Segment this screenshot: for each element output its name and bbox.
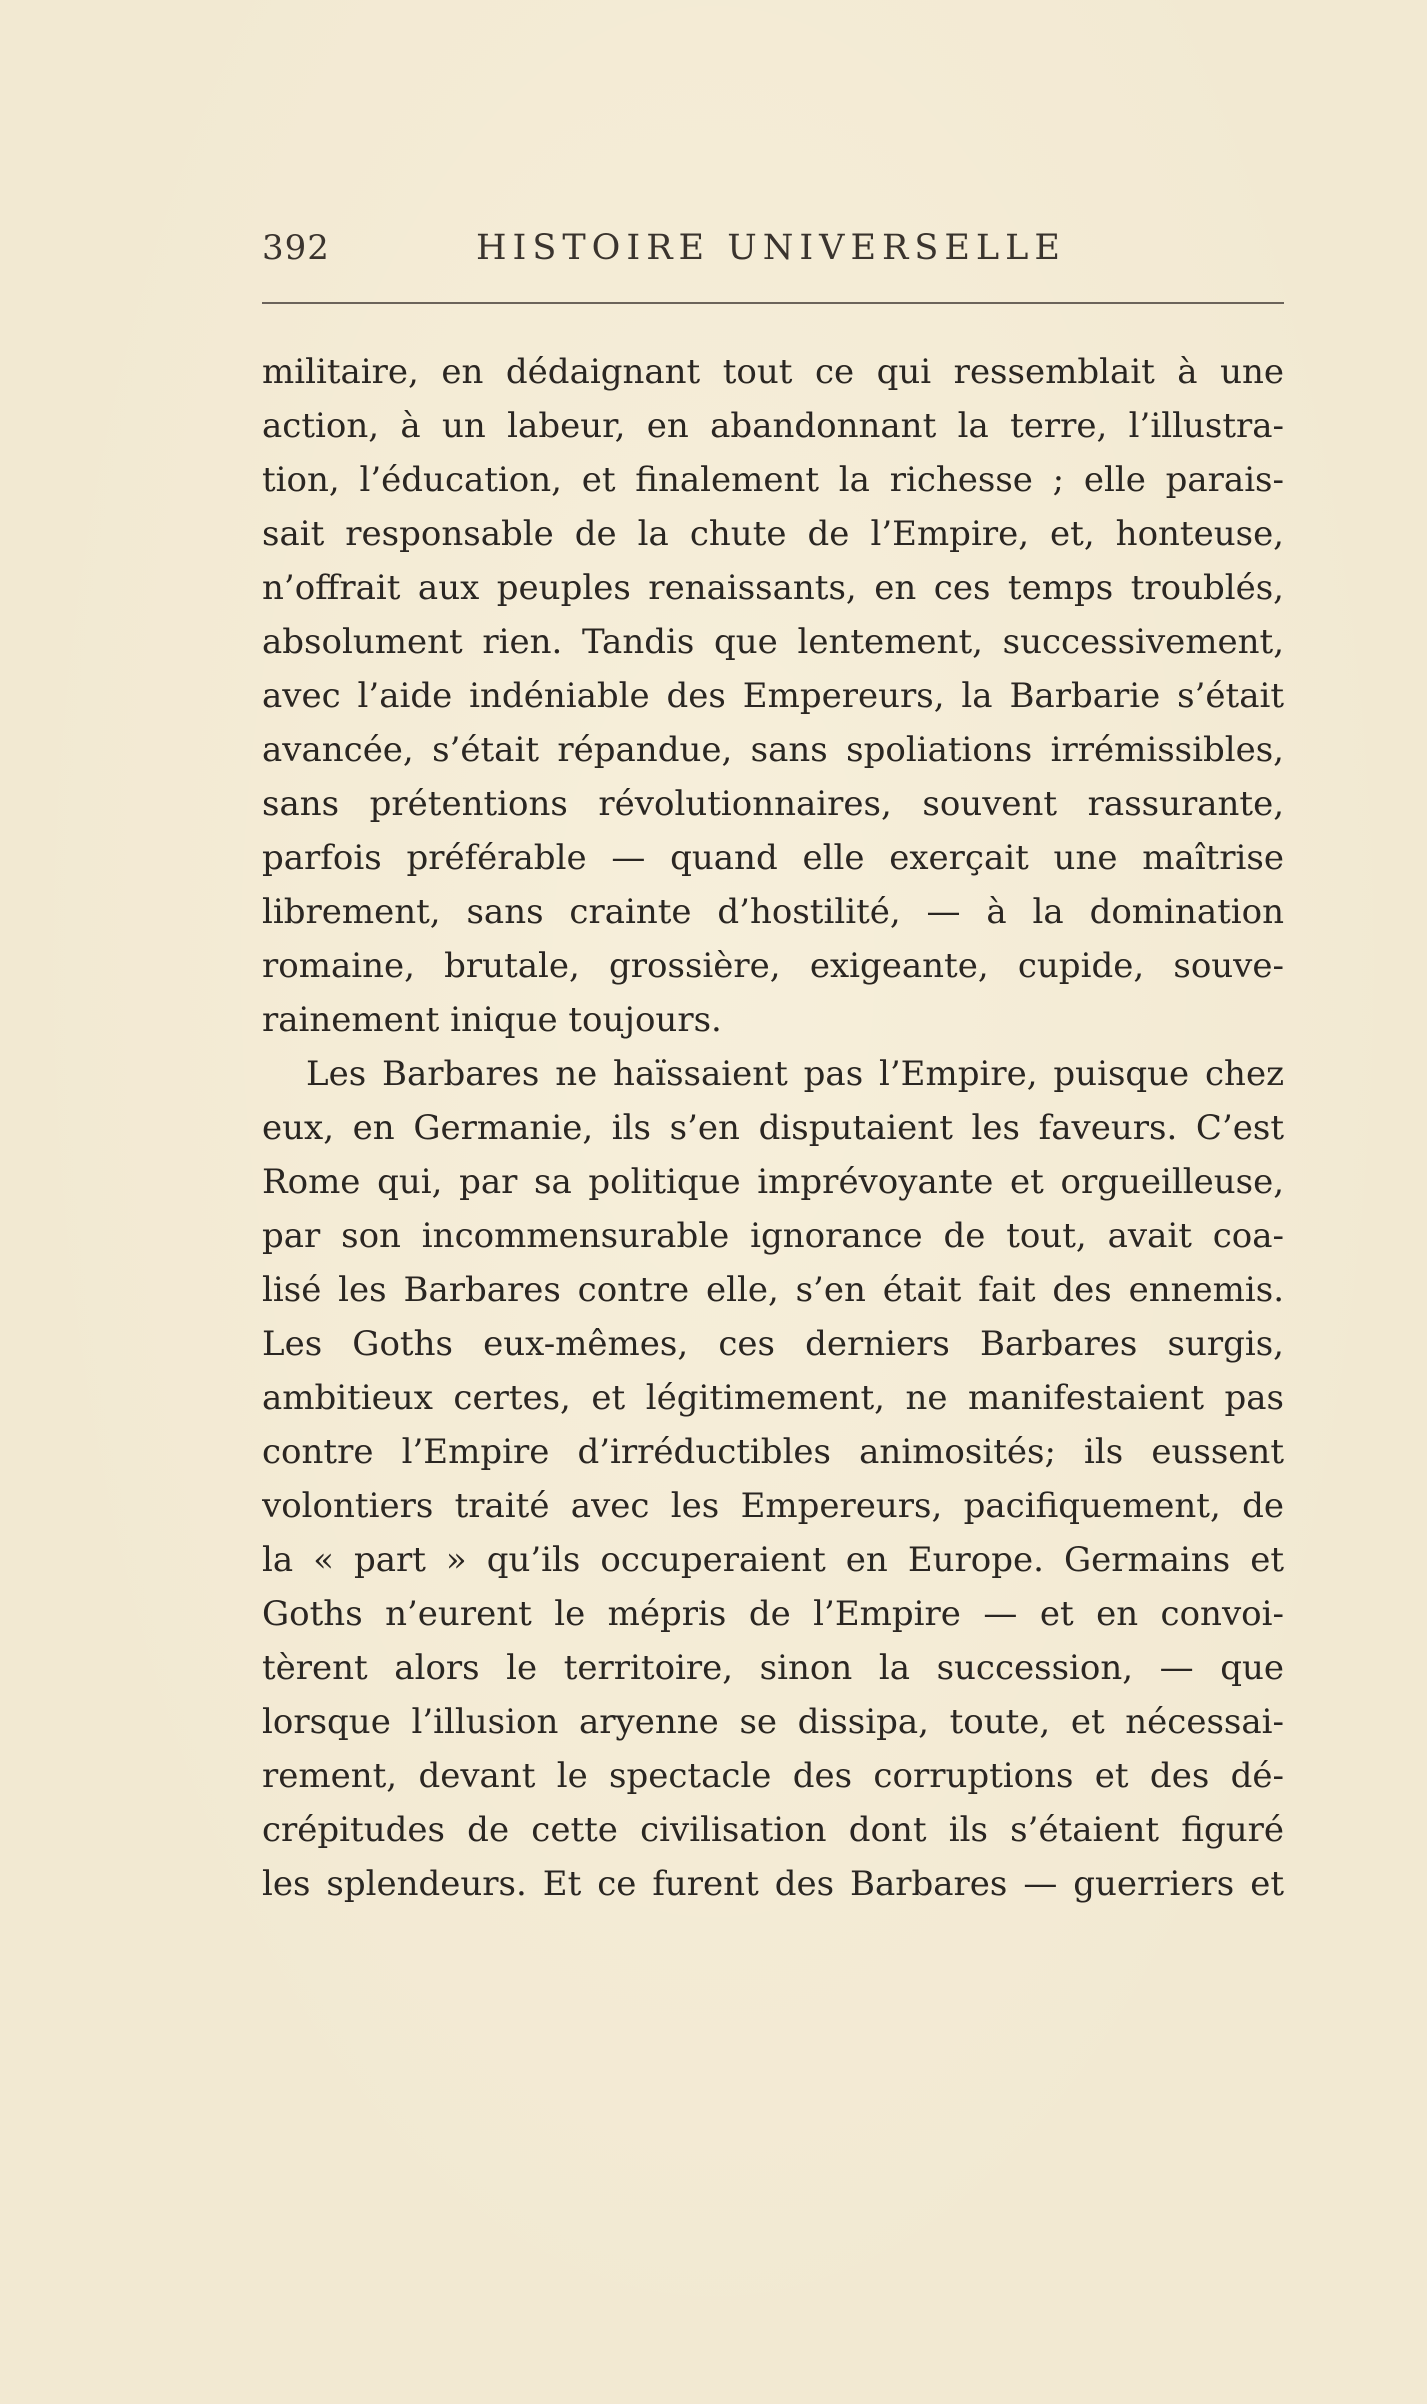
running-title: HISTOIRE UNIVERSELLE xyxy=(476,228,1066,268)
text-line: librement, sans crainte d’hostilité, — à la domination xyxy=(262,892,1284,932)
text-line: Rome qui, par sa politique imprévoyante et orgueilleuse, xyxy=(262,1162,1284,1202)
text-line-paragraph-start: Les Barbares ne haïssaient pas l’Empire, puisque chez xyxy=(306,1054,1284,1094)
text-line: lorsque l’illusion aryenne se dissipa, toute, et nécessai- xyxy=(262,1702,1284,1742)
text-line: sans prétentions révolutionnaires, souvent rassurante, xyxy=(262,784,1284,824)
text-line: Les Goths eux-mêmes, ces derniers Barbares surgis, xyxy=(262,1324,1284,1364)
text-line: les splendeurs. Et ce furent des Barbares — guerriers et xyxy=(262,1864,1284,1904)
text-line: eux, en Germanie, ils s’en disputaient les faveurs. C’est xyxy=(262,1108,1284,1148)
text-line: action, à un labeur, en abandonnant la terre, l’illustra- xyxy=(262,406,1284,446)
text-line: avec l’aide indéniable des Empereurs, la Barbarie s’était xyxy=(262,676,1284,716)
text-line: la « part » qu’ils occuperaient en Europe. Germains et xyxy=(262,1540,1284,1580)
text-line: volontiers traité avec les Empereurs, pacifiquement, de xyxy=(262,1486,1284,1526)
text-line: ambitieux certes, et légitimement, ne manifestaient pas xyxy=(262,1378,1284,1418)
text-line: parfois préférable — quand elle exerçait une maîtrise xyxy=(262,838,1284,878)
text-line: Goths n’eurent le mépris de l’Empire — et en convoi- xyxy=(262,1594,1284,1634)
header-rule xyxy=(262,302,1284,304)
text-line: romaine, brutale, grossière, exigeante, cupide, souve- xyxy=(262,946,1284,986)
text-line: crépitudes de cette civilisation dont ils s’étaient figuré xyxy=(262,1810,1284,1850)
text-line: avancée, s’était répandue, sans spoliations irrémissibles, xyxy=(262,730,1284,770)
text-line: n’offrait aux peuples renaissants, en ces temps troublés, xyxy=(262,568,1284,608)
text-line: sait responsable de la chute de l’Empire, et, honteuse, xyxy=(262,514,1284,554)
body-text xyxy=(262,345,1284,1911)
text-line: contre l’Empire d’irréductibles animosités; ils eussent xyxy=(262,1432,1284,1472)
page-number: 392 xyxy=(262,228,330,268)
text-line: par son incommensurable ignorance de tout, avait coa- xyxy=(262,1216,1284,1256)
page-header xyxy=(262,228,1284,278)
text-line: lisé les Barbares contre elle, s’en était fait des ennemis. xyxy=(262,1270,1284,1310)
text-line-paragraph-end: rainement inique toujours. xyxy=(262,1000,722,1040)
text-line: tion, l’éducation, et finalement la richesse ; elle parais- xyxy=(262,460,1284,500)
text-line: absolument rien. Tandis que lentement, successivement, xyxy=(262,622,1284,662)
text-line: tèrent alors le territoire, sinon la succession, — que xyxy=(262,1648,1284,1688)
text-line: militaire, en dédaignant tout ce qui ressemblait à une xyxy=(262,352,1284,392)
text-line: rement, devant le spectacle des corruptions et des dé- xyxy=(262,1756,1284,1796)
